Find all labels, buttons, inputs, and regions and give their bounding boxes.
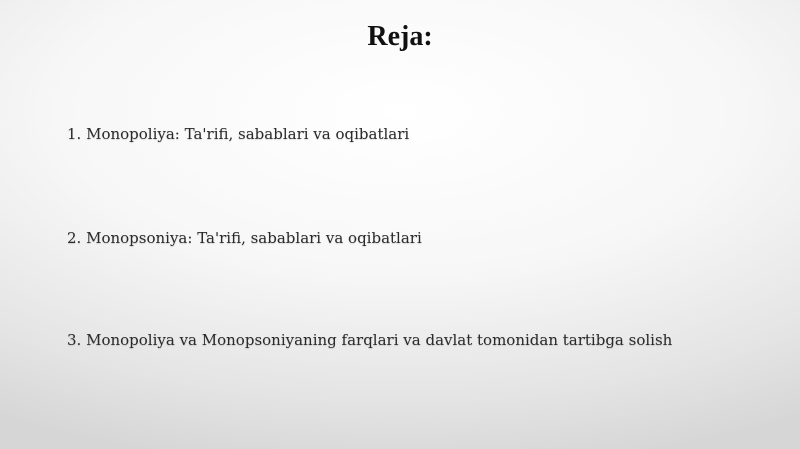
plan-item-2: 2. Monopsoniya: Ta'rifi, sabablari va oqibatlari [67, 229, 422, 247]
slide-title: Reja: [367, 21, 433, 52]
plan-item-3: 3. Monopoliya va Monopsoniyaning farqlari va davlat tomonidan tartibga solish [67, 331, 673, 349]
plan-item-1: 1. Monopoliya: Ta'rifi, sabablari va oqibatlari [67, 125, 410, 143]
